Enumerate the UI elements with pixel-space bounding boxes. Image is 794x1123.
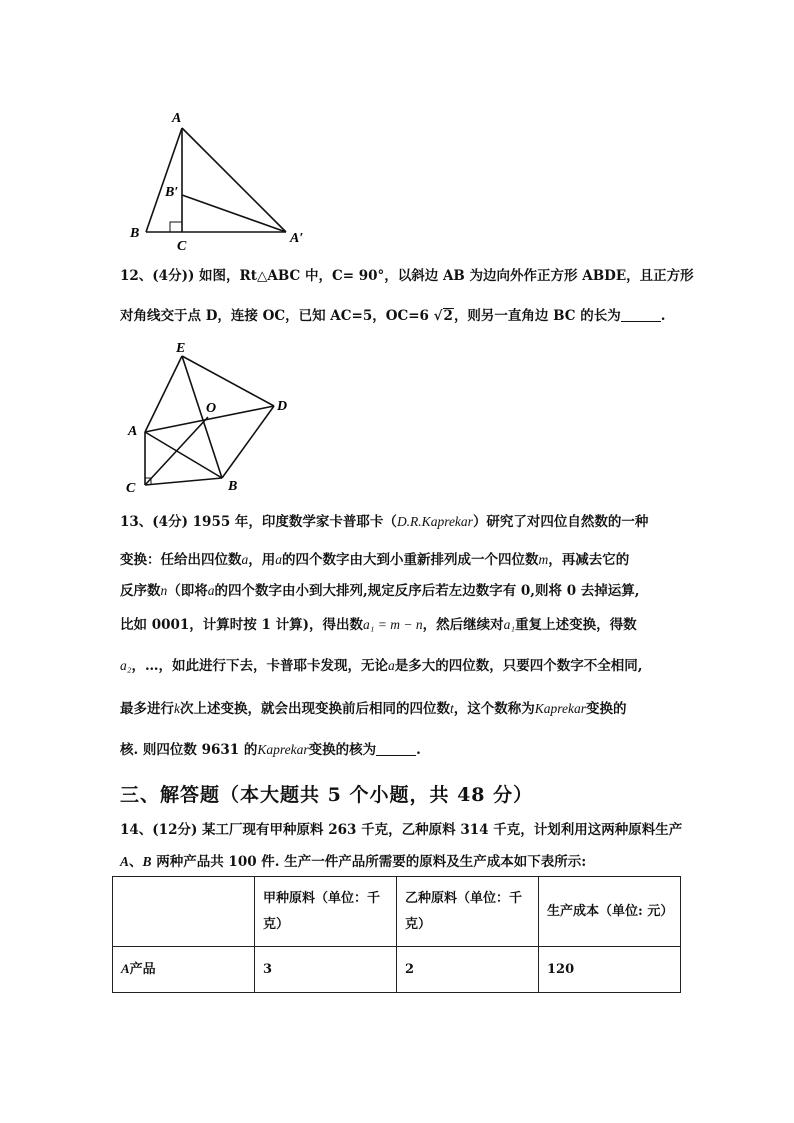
q14-l2a: A (120, 854, 130, 869)
q13-l7b: 变换的核为 (308, 742, 377, 758)
label-o: O (206, 401, 217, 416)
q14-l2d: 两种产品共 100 件. 生产一件产品所需要的原料及生产成本如下表所示: (151, 854, 587, 870)
label-a: A (172, 111, 182, 126)
q13-l6c: ，这个数称为 (453, 701, 535, 717)
q13-l4var: a₁ (503, 617, 516, 632)
q13-l1b: ）研究了对四位自然数的一种 (472, 514, 649, 530)
q13-answer-blank (376, 741, 416, 756)
q13-l6a: 最多进行 (120, 701, 174, 717)
q13-l5var: a₂ (120, 658, 132, 673)
q13-l2var3: m (538, 552, 549, 567)
q12-answer-blank (621, 307, 661, 322)
q13-l6var2: t (450, 701, 454, 716)
q13-l5b: 是多大的四位数，只要四个数字不全相同, (394, 658, 643, 674)
q13-l6d: 变换的 (586, 701, 627, 717)
q12-end: . (660, 308, 666, 324)
label-a2: A (128, 424, 138, 439)
q14-l2c: B (142, 854, 152, 869)
table-cell: 2 (397, 947, 539, 993)
q12-text2a: 对角线交于点 D，连接 OC，已知 AC=5，OC=6 (120, 308, 434, 324)
q13-line4 (120, 613, 680, 637)
sqrt-arg: 2 (443, 308, 453, 324)
table-row (113, 947, 681, 993)
q13-line3 (120, 579, 680, 603)
q13-line5 (120, 654, 680, 678)
q13-l4eq: a₁ = m − n (362, 617, 423, 632)
q13-l3var2: a (207, 583, 215, 598)
q12-text2b: ，则另一直角边 BC 的长为 (453, 308, 621, 324)
sqrt-symbol: √ (433, 308, 443, 324)
q13-l7a: 核. 则四位数 9631 的 (120, 742, 258, 758)
q13-l4a: 比如 0001，计算时按 1 计算)，得出数 (120, 617, 363, 633)
table-header-cell: 乙种原料（单位：千克） (397, 877, 539, 947)
table-cell-product (113, 947, 255, 993)
table-cell: 120 (539, 947, 681, 993)
q13-line1 (120, 510, 680, 534)
q13-l6var3: Kaprekar (534, 701, 587, 716)
materials-table (112, 876, 681, 993)
q14-l1: 14、(12分) 某工厂现有甲种原料 263 千克，乙种原料 314 千克，计划利用这两种原料生产 (120, 822, 683, 838)
q13-l2d: ，再减去它的 (548, 552, 630, 568)
q14-line1 (120, 818, 683, 842)
label-c2: C (126, 481, 136, 496)
q13-l6var: k (174, 701, 180, 716)
q14-line2 (120, 850, 680, 874)
q13-l7end: . (416, 742, 421, 758)
q12-line2 (120, 304, 680, 328)
product-var: A (121, 961, 130, 976)
q12-text1: Rt△ABC 中，C= 90°，以斜边 AB 为边向外作正方形 ABDE，且正方形 (239, 268, 694, 284)
q13-l5var2: a (387, 658, 395, 673)
label-b: B (130, 226, 140, 241)
label-d: D (277, 399, 288, 414)
figure-square-abde (120, 340, 310, 500)
label-c: C (177, 239, 187, 254)
q13-l3b: （即将 (167, 583, 208, 599)
q13-l2c: 的四个数字由大到小重新排列成一个四位数 (282, 552, 539, 568)
figure-triangle-abc (120, 100, 320, 260)
q13-line2 (120, 548, 680, 572)
label-a-prime: A′ (290, 231, 304, 246)
q14-l2b: 、 (129, 854, 143, 870)
section-title: 三、解答题（本大题共 5 个小题，共 48 分） (120, 784, 534, 806)
q13-l2a: 变换：任给出四位数 (120, 552, 242, 568)
q13-l2b: ，用 (248, 552, 276, 568)
q13-l5a: ，…，如此进行下去，卡普耶卡发现，无论 (131, 658, 388, 674)
q13-l7var: Kaprekar (257, 742, 309, 757)
table-header-row (113, 877, 681, 947)
label-e: E (176, 341, 186, 356)
q13-l1var: D.R.Kaprekar (396, 514, 473, 529)
q13-l1a: 13、(4分) 1955 年，印度数学家卡普耶卡（ (120, 514, 397, 530)
q13-l3var1: n (160, 583, 168, 598)
table-cell: 3 (255, 947, 397, 993)
table-header-cell (113, 877, 255, 947)
q13-l6b: 次上述变换，就会出现变换前后相同的四位数 (180, 701, 450, 717)
q13-l4b: ，然后继续对 (422, 617, 504, 633)
table-header-cell: 甲种原料（单位：千克） (255, 877, 397, 947)
label-b2: B (228, 479, 238, 494)
q13-l2var1: a (241, 552, 249, 567)
q12-prefix: 12、(4分)) 如图， (120, 268, 240, 284)
q13-l2var2: a (275, 552, 282, 567)
label-b-prime: B′ (165, 185, 179, 200)
q12-line1 (120, 264, 694, 288)
q13-line6 (120, 697, 680, 721)
q13-l3a: 反序数 (120, 583, 161, 599)
q13-line7 (120, 738, 680, 762)
q13-l3c: 的四个数字由小到大排列,规定反序后若左边数字有 0,则将 0 去掉运算, (214, 583, 640, 599)
table-header-cell: 生产成本（单位: 元） (539, 877, 681, 947)
product-suffix: 产品 (129, 962, 156, 977)
q13-l4c: 重复上述变换，得数 (515, 617, 637, 633)
